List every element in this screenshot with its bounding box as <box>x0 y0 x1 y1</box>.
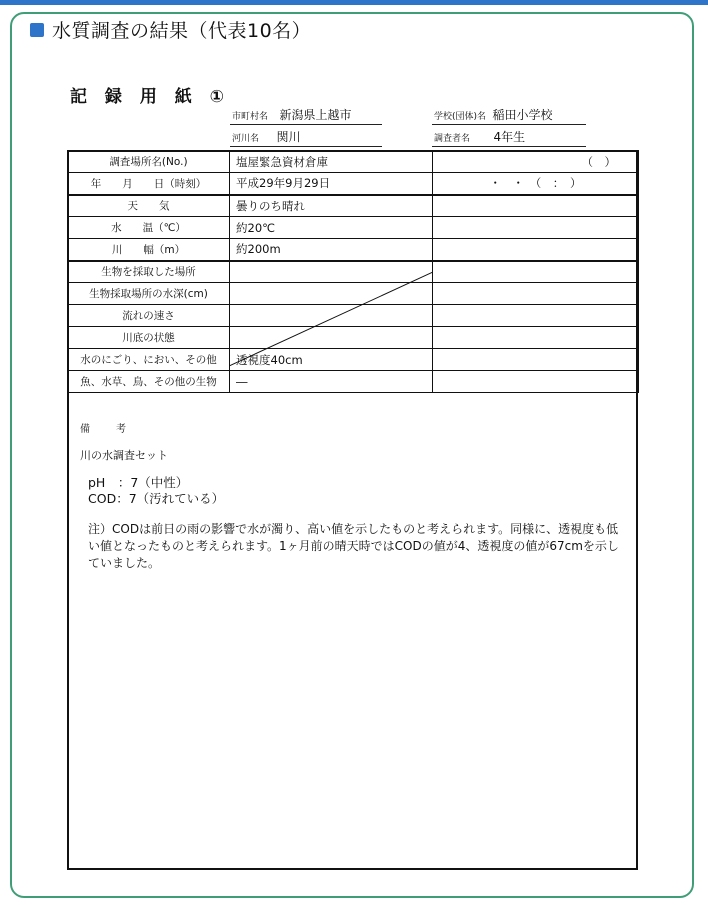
row-extra <box>433 283 639 305</box>
surveyor-value: 4年生 <box>493 130 526 144</box>
table-row <box>68 239 639 261</box>
river-value: 関川 <box>276 130 301 144</box>
row-value: 曇りのち晴れ <box>230 195 433 217</box>
school-value: 稲田小学校 <box>492 108 553 122</box>
row-value: 平成29年9月29日 <box>230 173 433 195</box>
row-label: 川底の状態 <box>68 327 230 349</box>
row-label: 魚、水草、鳥、その他の生物 <box>68 371 230 393</box>
row-label: 天 気 <box>68 195 230 217</box>
not-applicable-slash <box>229 272 433 366</box>
table-row <box>68 195 639 217</box>
row-label: 水のにごり、におい、その他 <box>68 349 230 371</box>
school-field <box>434 106 553 123</box>
row-extra: （ ） <box>433 151 639 173</box>
school-underline <box>432 124 586 125</box>
row-label: 年 月 日（時刻） <box>68 173 230 195</box>
row-value: 塩屋緊急資材倉庫 <box>230 151 433 173</box>
row-label: 生物を採取した場所 <box>68 261 230 283</box>
river-underline <box>230 146 382 147</box>
kit-name: 川の水調査セット <box>80 449 168 462</box>
table-row <box>68 173 639 195</box>
row-label: 水 温（℃） <box>68 217 230 239</box>
row-extra <box>433 349 639 371</box>
city-label: 市町村名 <box>232 112 269 122</box>
remarks-section <box>80 420 625 572</box>
row-value: 約20℃ <box>230 217 433 239</box>
row-extra <box>433 305 639 327</box>
table-row <box>68 217 639 239</box>
river-label: 河川名 <box>232 134 260 144</box>
row-value: 約200m <box>230 239 433 261</box>
row-extra <box>433 371 639 393</box>
square-bullet-icon <box>30 23 44 37</box>
row-extra <box>433 239 639 261</box>
cod-reading: COD：7（汚れている） <box>88 491 225 506</box>
surveyor-underline <box>432 146 586 147</box>
row-value: ― <box>230 371 433 393</box>
row-extra <box>433 195 639 217</box>
section-heading <box>30 16 311 43</box>
river-field <box>232 128 301 145</box>
heading-text: 水質調査の結果（代表10名） <box>52 20 312 42</box>
remarks-title: 備 考 <box>80 424 134 435</box>
table-row <box>68 371 639 393</box>
row-label: 流れの速さ <box>68 305 230 327</box>
surveyor-label: 調査者名 <box>434 134 471 144</box>
surveyor-field <box>434 128 525 145</box>
remark-text: 注）CODは前日の雨の影響で水が濁り、高い値を示したものと考えられます。同様に、透視度も低い値となったものと考えられます。1ヶ月前の晴天時ではCODの値が4、透視度の値が67cmを示していました。 <box>88 522 619 570</box>
city-underline <box>230 124 382 125</box>
row-label: 調査場所名(No.) <box>68 151 230 173</box>
row-value: 透視度40cm <box>230 349 433 371</box>
row-extra <box>433 217 639 239</box>
top-accent-bar <box>0 0 708 5</box>
row-label: 川 幅（m） <box>68 239 230 261</box>
row-extra: ・ ・ （ ： ） <box>433 173 639 195</box>
city-field <box>232 106 352 123</box>
city-value: 新潟県上越市 <box>279 108 352 122</box>
ph-reading: pH ：7（中性） <box>88 475 189 490</box>
form-title: 記 録 用 紙 ① <box>70 87 231 107</box>
row-extra <box>433 261 639 283</box>
school-label: 学校(団体)名 <box>434 112 487 122</box>
row-label: 生物採取場所の水深(cm) <box>68 283 230 305</box>
row-extra <box>433 327 639 349</box>
table-row <box>68 151 639 173</box>
